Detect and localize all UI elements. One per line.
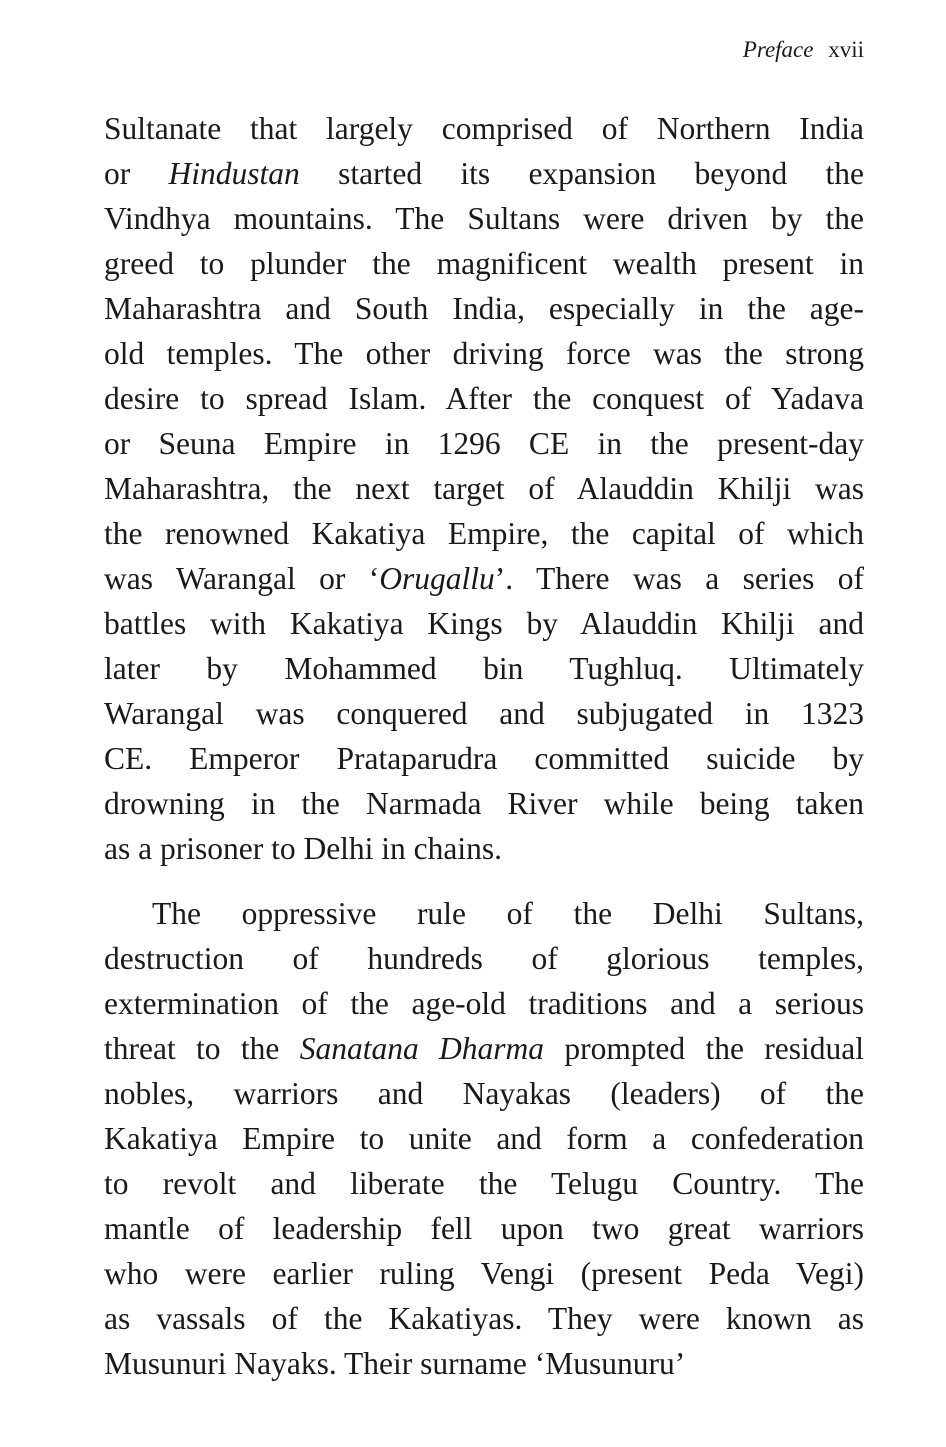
text-line: as a prisoner to Delhi in chains. [104, 831, 503, 866]
paragraph-2 [104, 891, 864, 1386]
text-line: Kakatiya Empire to unite and form a confederation [104, 1121, 864, 1156]
text-line: was Warangal or ‘Orugallu’. There was a series of [104, 561, 865, 596]
text-line: as vassals of the Kakatiyas. They were known as [104, 1301, 864, 1336]
italic-term: Orugallu [379, 561, 495, 596]
text-line: who were earlier ruling Vengi (present Peda Vegi) [104, 1256, 864, 1291]
text-line: greed to plunder the magnificent wealth present in [104, 246, 864, 281]
running-head [743, 36, 864, 64]
text-line: the renowned Kakatiya Empire, the capital of which [104, 516, 864, 551]
italic-term: Hindustan [168, 156, 300, 191]
text-line: to revolt and liberate the Telugu Country. The [104, 1166, 864, 1201]
text-line: old temples. The other driving force was the strong [104, 336, 864, 371]
text-line: drowning in the Narmada River while being taken [104, 786, 864, 821]
text-line: later by Mohammed bin Tughluq. Ultimately [104, 651, 864, 686]
text-line: desire to spread Islam. After the conquest of Yadava [104, 381, 864, 416]
text-line: Maharashtra, the next target of Alauddin Khilji was [104, 471, 864, 506]
text-line: The oppressive rule of the Delhi Sultans, [152, 896, 864, 931]
body-text [104, 106, 864, 1386]
text-line: destruction of hundreds of glorious temples, [104, 941, 864, 976]
text-line: mantle of leadership fell upon two great warriors [104, 1211, 864, 1246]
running-head-title: Preface [742, 37, 814, 62]
paragraph-gap [104, 871, 864, 891]
text-line: Musunuri Nayaks. Their surname ‘Musunuru’ [104, 1346, 686, 1381]
text-line: threat to the Sanatana Dharma prompted the residual [104, 1031, 864, 1066]
text-line: Vindhya mountains. The Sultans were driven by the [104, 201, 864, 236]
text-line: extermination of the age-old traditions and a serious [104, 986, 864, 1021]
text-line: or Hindustan started its expansion beyond the [104, 156, 864, 191]
italic-term: Sanatana Dharma [299, 1031, 545, 1066]
text-line: battles with Kakatiya Kings by Alauddin Khilji and [104, 606, 864, 641]
text-line: or Seuna Empire in 1296 CE in the present-day [104, 426, 864, 461]
text-line: CE. Emperor Prataparudra committed suicide by [104, 741, 864, 776]
text-line: nobles, warriors and Nayakas (leaders) of the [104, 1076, 864, 1111]
text-line: Maharashtra and South India, especially in the age- [104, 291, 864, 326]
page-number: xvii [828, 37, 864, 62]
text-line: Sultanate that largely comprised of Northern India [104, 111, 864, 146]
text-line: Warangal was conquered and subjugated in 1323 [104, 696, 864, 731]
paragraph-1 [104, 106, 864, 871]
